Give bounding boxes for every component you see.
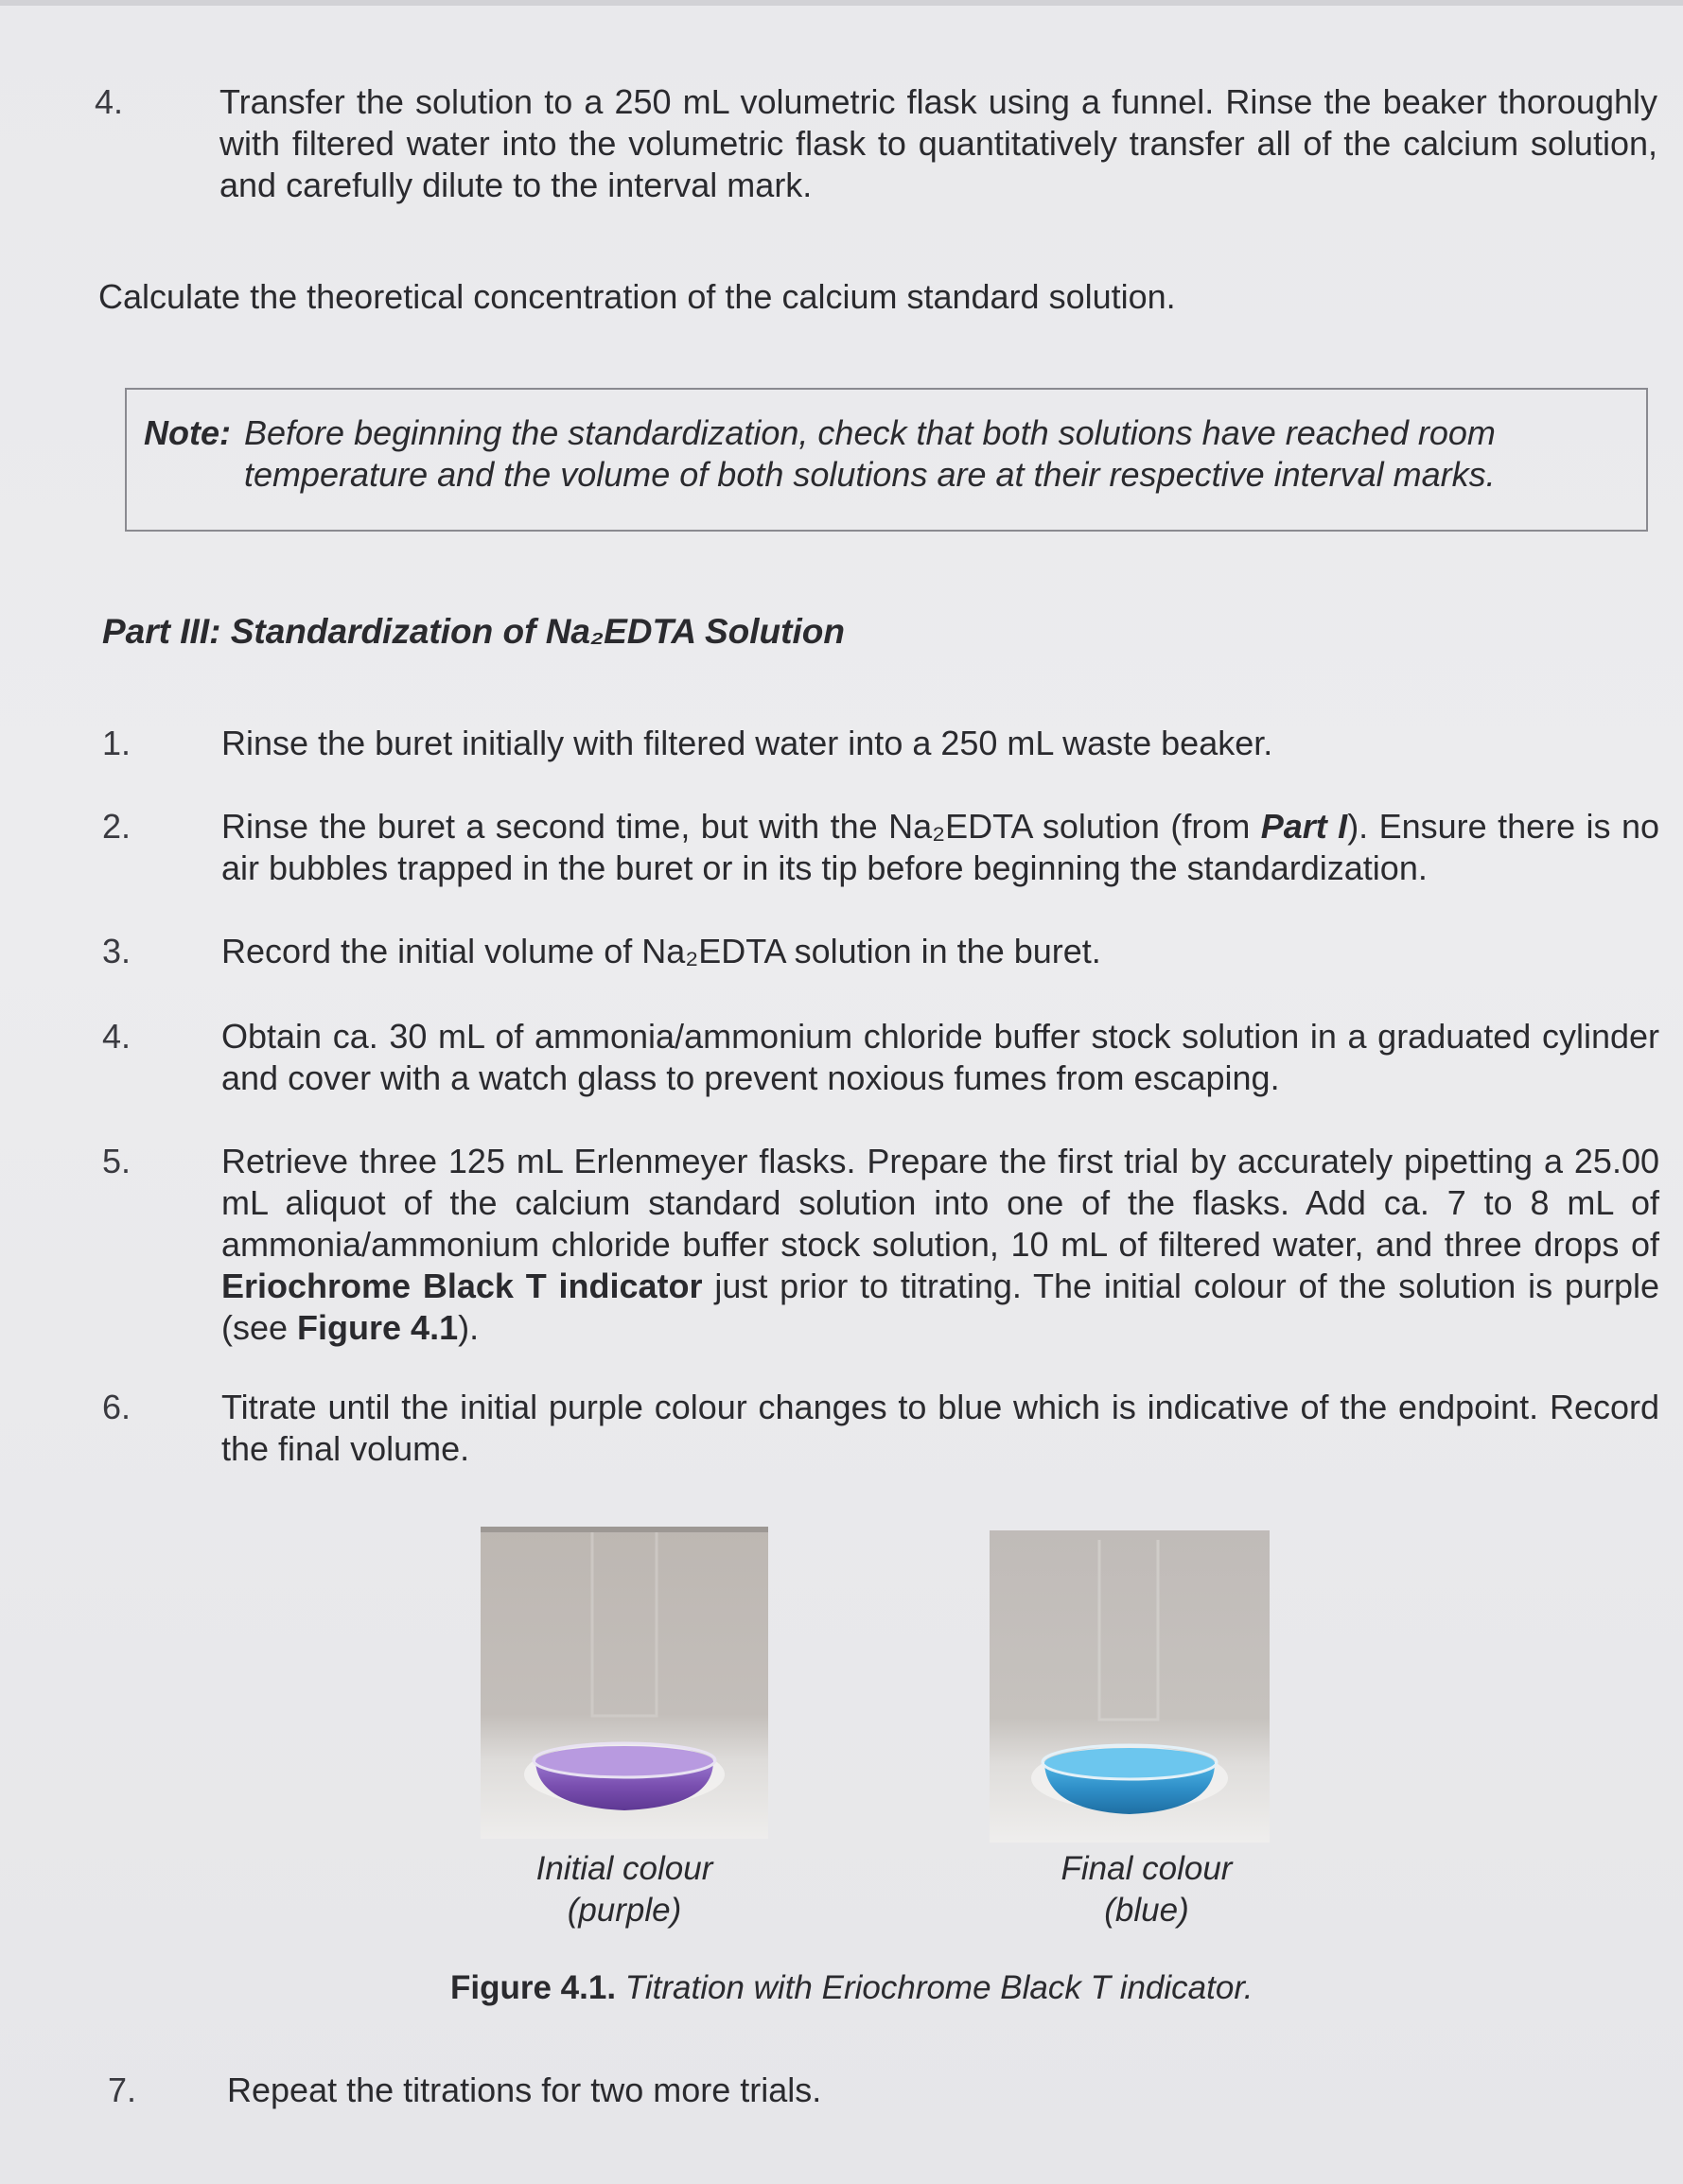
step-text-part: ). xyxy=(458,1308,480,1347)
step-number: 7. xyxy=(108,2070,137,2109)
step-text-part: Retrieve three 125 mL Erlenmeyer flasks. Prepare the first trial by accurately pipetting a 25.00 mL aliquot of the calcium standard solution into one of the flasks. Add ca. 7 to 8 mL of ammonia/ammonium chloride buffer stock solution, 10 mL of filtered water, and three drops of xyxy=(221,1142,1659,1264)
initial-colour-caption xyxy=(492,1848,757,1931)
indicator-name: Eriochrome Black T indicator xyxy=(221,1267,703,1305)
step-text: Transfer the solution to a 250 mL volumetric flask using a funnel. Rinse the beaker thoroughly with filtered water into the volumetric flask to quantitatively transfer all of the calcium solution, and carefully dilute to the interval mark. xyxy=(219,82,1657,204)
step-text xyxy=(221,806,1659,889)
purple-flask-image xyxy=(481,1527,768,1839)
step-text-part: Rinse the buret a second time, but with the Na₂EDTA solution (from xyxy=(221,807,1261,846)
blue-flask-image xyxy=(990,1530,1270,1843)
part-heading: Part III: Standardization of Na₂EDTA Solution xyxy=(102,612,845,651)
step-number: 1. xyxy=(102,724,131,762)
step-number: 5. xyxy=(102,1142,131,1180)
figure-reference: Figure 4.1 xyxy=(297,1308,459,1347)
step-text-part: just prior to titrating. The initial colour of the solution is purple (see xyxy=(221,1267,1659,1347)
step-number: 4. xyxy=(95,82,124,121)
caption-line: Final colour xyxy=(1061,1850,1233,1887)
step-text: Obtain ca. 30 mL of ammonia/ammonium chloride buffer stock solution in a graduated cylinder and cover with a watch glass to prevent noxious fumes from escaping. xyxy=(221,1017,1659,1097)
step-text xyxy=(221,1141,1659,1349)
step-4-transfer xyxy=(95,81,1657,214)
step-4-buffer xyxy=(102,1016,1665,1107)
step-number: 2. xyxy=(102,807,131,846)
figure-title xyxy=(450,1967,1253,2009)
step-number: 6. xyxy=(102,1388,131,1426)
step-text: Record the initial volume of Na₂EDTA solution in the buret. xyxy=(221,932,1101,970)
final-colour-caption xyxy=(1014,1848,1279,1931)
figure-description: Titration with Eriochrome Black T indicator. xyxy=(624,1969,1253,2006)
step-number: 3. xyxy=(102,932,131,970)
calculate-instruction: Calculate the theoretical concentration of the calcium standard solution. xyxy=(98,277,1176,316)
step-text: Rinse the buret initially with filtered water into a 250 mL waste beaker. xyxy=(221,724,1273,762)
caption-line: (purple) xyxy=(567,1892,682,1929)
step-6 xyxy=(102,1387,1665,1477)
step-1 xyxy=(102,723,1665,770)
step-5 xyxy=(102,1141,1665,1354)
note-box xyxy=(125,388,1648,532)
caption-line: (blue) xyxy=(1104,1892,1189,1929)
step-7 xyxy=(108,2070,1671,2117)
step-2 xyxy=(102,806,1665,897)
note-text: Before beginning the standardization, check that both solutions have reached room temperature and the volume of both solutions are at their respective interval marks. xyxy=(244,413,1496,494)
part-reference: Part I xyxy=(1260,807,1348,846)
figure-number: Figure 4.1. xyxy=(450,1969,617,2006)
step-3 xyxy=(102,931,1665,978)
final-colour-photo xyxy=(990,1530,1270,1843)
step-text-part: ). Ensure there is no air bubbles trapped in the buret or in its tip before beginning the standardization. xyxy=(221,807,1659,887)
caption-line: Initial colour xyxy=(535,1850,713,1887)
initial-colour-photo xyxy=(481,1527,768,1839)
step-number: 4. xyxy=(102,1017,131,1056)
note-label: Note: xyxy=(144,413,231,452)
page-top-edge xyxy=(0,0,1683,6)
step-text: Repeat the titrations for two more trials. xyxy=(227,2070,822,2109)
step-text: Titrate until the initial purple colour changes to blue which is indicative of the endpoint. Record the final volume. xyxy=(221,1388,1659,1468)
